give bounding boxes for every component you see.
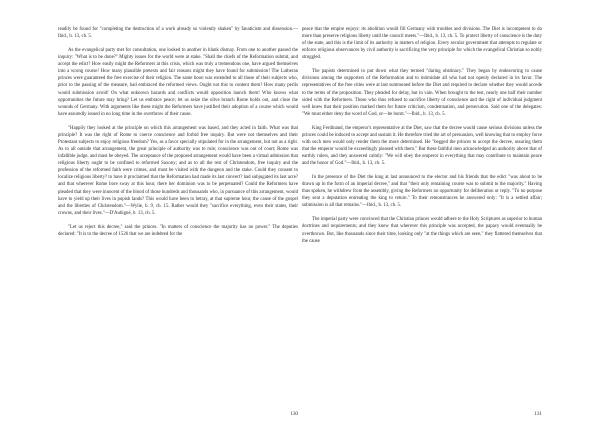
paragraph: "Let us reject this decree," said the princes. "In matters of conscience the majority has no power." The deputies declared: "It is to the decree of 1526 that we are indebted for the: [58, 224, 298, 237]
left-page: [58, 26, 298, 424]
paragraph: "Happily they looked at the principle on which this arrangement was based, and they acted in faith. What was that principle? It was the right of Rome to coerce conscience and forbid free inquiry. But were not themselves and their Protestant subjects to enjoy religious freedom? Yes, as a favor specially stipulated for in the arrangement, but not as a right. As to all outside that arrangement, the great principle of authority was to rule; conscience was out of court; Rome was infallible judge, and must be obeyed. The acceptance of the proposed arrangement would have been a virtual admission that religious liberty ought to be confined to reformed Saxony; and as to all the rest of Christendom, free inquiry and the profession of the reformed faith were crimes, and must be visited with the dungeon and the stake. Could they consent to localize religious liberty? to have it proclaimed that the Reformation had made its last convert? had subjugated its last acre? and that wherever Rome bore sway at this hour, there her dominion was to be perpetuated? Could the Reformers have pleaded that they were innocent of the blood of those hundreds and thousands who, in pursuance of this arrangement, would have to yield up their lives in popish lands? This would have been to betray, at that supreme hour, the cause of the gospel and the liberties of Christendom."—Wylie, b. 9, ch. 15. Rather would they "sacrifice everything, even their states, their crowns, and their lives."—D'Aubigné, b. 13, ch. 5.: [58, 125, 298, 216]
paragraph: The imperial party were convinced that the Christian princes would adhere to the Holy Scriptures as superior to human doctrines and requirements; and they knew that wherever this principle was accepted, the papacy would eventually be overthrown. But, like thousands since their time, looking only "at the things which are seen," they flattered themselves that the cause: [302, 217, 542, 244]
paragraph: The papists determined to put down what they termed "daring obstinacy." They began by endeavoring to cause divisions among the supporters of the Reformation and to intimidate all who had not openly declared in its favor. The representatives of the free cities were at last summoned before the Diet and required to declare whether they would accede to the terms of the proposition. They pleaded for delay, but in vain. When brought to the test, nearly one half their number sided with the Reformers. Those who thus refused to sacrifice liberty of conscience and the right of individual judgment well knew that their position marked them for future criticism, condemnation, and persecution. Said one of the delegates: "We must either deny the word of God, or—be burnt."—Ibid., b. 13, ch. 5.: [302, 69, 542, 117]
page-number: 130: [290, 411, 298, 417]
paragraph: readily be found for "completing the destruction of a work already so violently shaken" by fanaticism and dissension.—Ibid., b. 13, ch. 5.: [58, 27, 298, 40]
paragraph: As the evangelical party met for consultation, one looked to another in blank dismay. From one to another passed the inquiry: "What is to be done?" Mighty issues for the world were at stake. "Shall the chiefs of the Reformation submit, and accept the edict? How easily might the Reformers at this crisis, which was truly a tremendous one, have argued themselves into a wrong course! How many plausible pretexts and fair reasons might they have found for submission! The Lutheran princes were guaranteed the free exercise of their religion. The same boon was extended to all those of their subjects who, prior to the passing of the measure, had embraced the reformed views. Ought not this to content them? How many perils would submission avoid! On what unknown hazards and conflicts would opposition launch them! Who knows what opportunities the future may bring? Let us embrace peace; let us seize the olive branch Rome holds out, and close the wounds of Germany. With arguments like these might the Reformers have justified their adoption of a course which would have assuredly issued in no long time in the overthrow of their cause.: [58, 47, 298, 117]
page-number: 131: [534, 411, 542, 417]
paragraph: King Ferdinand, the emperor's representative at the Diet, saw that the decree would cause serious divisions unless the princes could be induced to accept and sustain it. He therefore tried the art of persuasion, well knowing that to employ force with such men would only render them the more determined. He "begged the princes to accept the decree, assuring them that the emperor would be exceedingly pleased with them." But these faithful men acknowledged an authority above that of earthly rulers, and they answered calmly: "We will obey the emperor in everything that may contribute to maintain peace and the honor of God."—Ibid., b. 13, ch. 5.: [302, 125, 542, 167]
right-page: [302, 26, 542, 424]
paragraph: In the presence of the Diet the king at last announced to the elector and his friends that the edict "was about to be drawn up in the form of an imperial decree," and that "their only remaining course was to submit to the majority." Having thus spoken, he withdrew from the assembly, giving the Reformers no opportunity for deliberation or reply. "To no purpose they sent a deputation entreating the king to return." To their remonstrances he answered only: "It is a settled affair; submission is all that remains."—Ibid., b. 13, ch. 5.: [302, 175, 542, 209]
paragraph: peace that the empire enjoys: its abolition would fill Germany with troubles and divisions. The Diet is incompetent to do more than preserve religious liberty until the council meets."—Ibid., b. 13, ch. 5. To protect liberty of conscience is the duty of the state, and this is the limit of its authority in matters of religion. Every secular government that attempts to regulate or enforce religious observances by civil authority is sacrificing the very principle for which the evangelical Christian so nobly struggled.: [302, 27, 542, 61]
